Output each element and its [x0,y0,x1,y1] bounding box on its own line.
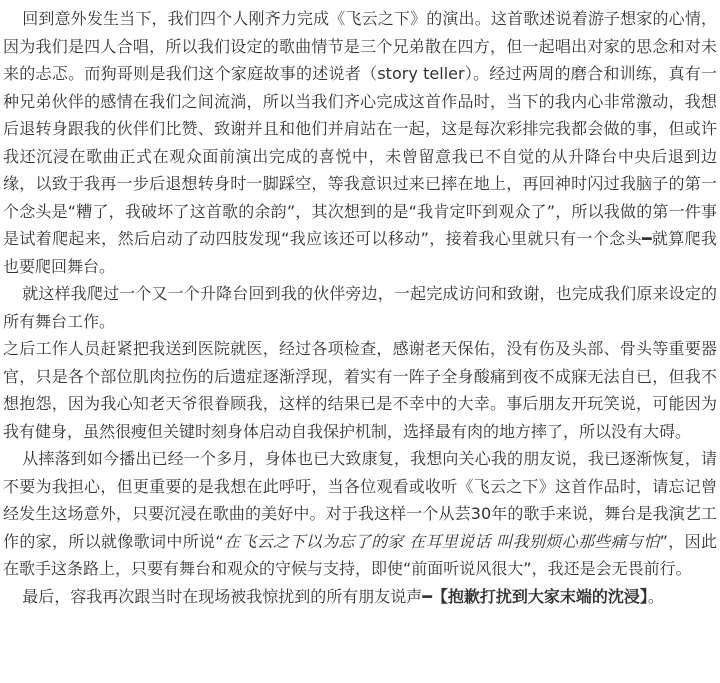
recovery-text-after: ”，因此在歌手这条路上，只要有舞台和观众的守候与支持，即使“前面听说风很大”，我还是会无畏前行。 [3,531,717,578]
lyric-quote: 在飞云之下以为忘了的家 在耳里说话 叫我别烦心那些痛与怕 [223,531,660,551]
paragraph-climb-back: 就这样我爬过一个又一个升降台回到我的伙伴旁边，一起完成访问和致谢，也完成我们原来设定的所有舞台工作。 [3,284,717,331]
paragraph-closing [3,583,717,611]
paragraph-hospital: 之后工作人员赶紧把我送到医院就医，经过各项检查，感谢老天保佑，没有伤及头部、骨头等重要器官，只是各个部位肌肉拉伤的后遗症逐渐浮现，着实有一阵子全身酸痛到夜不成寐无法自已，但我不想抱怨，因为我心知老天爷很眷顾我，这样的结果已是不幸中的大幸。事后朋友开玩笑说，可能因为我有健身，虽然很瘦但关键时刻身体启动自我保护机制，选择最有肉的地方摔了，所以没有大碍。 [3,339,717,441]
closing-text-after: 。 [647,586,664,606]
paragraph-recovery [3,445,717,583]
article-body [3,0,717,610]
apology-quote: 【抱歉打扰到大家末端的沈浸】 [431,586,648,606]
recovery-text-before: 从摔落到如今播出已经一个多月，身体也已大致康复，我想向关心我的朋友说，我已逐渐恢复，请不要为我担心，但更重要的是我想在此呼吁，当各位观看或收听《飞云之下》这首作品时，请忘记曾经发生这场意外，只要沉浸在歌曲的美好中。对于我这样一个从芸30年的歌手来说，舞台是我演艺工作的家，所以就像歌词中所说“ [3,449,717,551]
closing-text-before: 最后，容我再次跟当时在现场被我惊扰到的所有朋友说声━ [22,586,432,606]
paragraph-accident-moment: 回到意外发生当下，我们四个人刚齐力完成《飞云之下》的演出。这首歌述说着游子想家的心情，因为我们是四人合唱，所以我们设定的歌曲情节是三个兄弟散在四方，但一起唱出对家的思念和对未来的忐忑。而狗哥则是我们这个家庭故事的述说者（story teller）。经过两周的磨合和训练，真有一种兄弟伙伴的感情在我们之间流淌，所以当我们齐心完成这首作品时，当下的我内心非常激动，我想后退转身跟我的伙伴们比赞、致谢并且和他们并肩站在一起，这是每次彩排完我都会做的事，但或许我还沉浸在歌曲正式在观众面前演出完成的喜悦中，未曾留意我已不自觉的从升降台中央后退到边缘，以致于我再一步后退想转身时一脚踩空，等我意识过来已摔在地上，再回神时闪过我脑子的第一个念头是“糟了，我破坏了这首歌的余韵”，其次想到的是“我肯定吓到观众了”，所以我做的第一件事是试着爬起来，然后启动了动四肢发现“我应该还可以移动”，接着我心里就只有一个念头━就算爬我也要爬回舞台。 [3,9,717,276]
